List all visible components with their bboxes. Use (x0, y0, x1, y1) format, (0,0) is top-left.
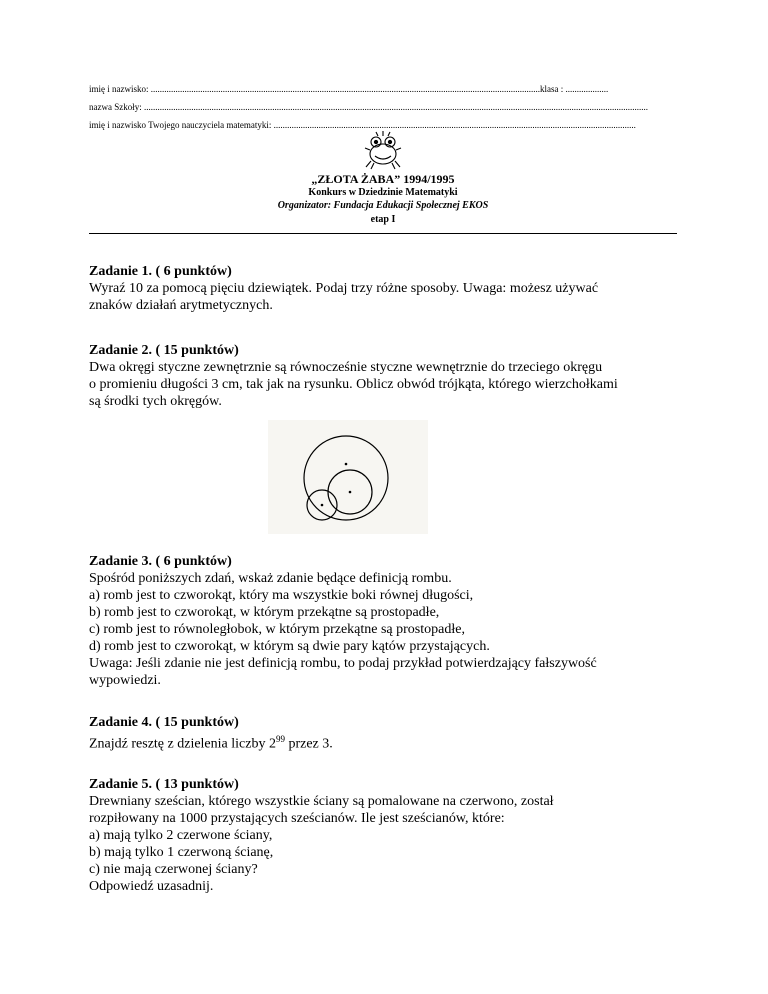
school-name-line: nazwa Szkoły: ................................................................................................................................................................................................................................ (89, 102, 648, 112)
task-2-line-2: o promieniu długości 3 cm, tak jak na rysunku. Oblicz obwód trójkąta, którego wierzchołkami (89, 377, 618, 392)
contest-stage: etap I (370, 214, 396, 225)
task-3-option-a: a) romb jest to czworokąt, który ma wszystkie boki równej długości, (89, 588, 474, 603)
task-2-line-1: Dwa okręgi styczne zewnętrznie są równocześnie styczne wewnętrznie do trzeciego okręgu (89, 360, 603, 375)
tangent-circles-figure (268, 420, 428, 534)
task-3-option-d: d) romb jest to czworokąt, w którym są dwie pary kątów przystających. (89, 639, 490, 654)
header-divider (89, 233, 677, 234)
task-5 (89, 776, 677, 895)
task-1-title: Zadanie 1. ( 6 punktów) (89, 264, 232, 279)
task-5-option-b: b) mają tylko 1 czerwoną ścianę, (89, 845, 274, 860)
contest-organizer: Organizator: Fundacja Edukacji Społecznej EKOS (277, 200, 489, 211)
task-5-line-2: rozpiłowany na 1000 przystających sześcianów. Ile jest sześcianów, które: (89, 811, 505, 826)
task-3-line-1: Spośród poniższych zdań, wskaż zdanie będące definicją rombu. (89, 571, 452, 586)
task-5-line-1: Drewniany sześcian, którego wszystkie ściany są pomalowane na czerwono, został (89, 794, 554, 809)
task-3-note-line-2: wypowiedzi. (89, 673, 161, 688)
task-2-line-3: są środki tych okręgów. (89, 394, 222, 409)
frog-logo-icon (362, 130, 404, 170)
task-4-title: Zadanie 4. ( 15 punktów) (89, 715, 239, 730)
task-3 (89, 553, 677, 689)
task-4-exponent: 99 (275, 734, 285, 744)
task-4 (89, 714, 677, 753)
task-5-title: Zadanie 5. ( 13 punktów) (89, 777, 239, 792)
name-class-line: imię i nazwisko: .............................................................................................................................................................................klasa : ................... (89, 84, 609, 94)
task-4-text (89, 731, 677, 753)
task-2 (89, 342, 677, 410)
task-3-option-c: c) romb jest to równoległobok, w którym przekątne są prostopadłe, (89, 622, 465, 637)
task-2-title: Zadanie 2. ( 15 punktów) (89, 343, 239, 358)
contest-subtitle: Konkurs w Dziedzinie Matematyki (308, 187, 458, 198)
task-5-answer-note: Odpowiedź uzasadnij. (89, 879, 214, 894)
contest-title: „ZŁOTA ŻABA” 1994/1995 (311, 172, 455, 186)
task-3-note-line-1: Uwaga: Jeśli zdanie nie jest definicją rombu, to podaj przykład potwierdzający fałszywość (89, 656, 597, 671)
task-4-text-after: przez 3. (284, 736, 333, 752)
task-4-text-before: Znajdź resztę z dzielenia liczby 2 (89, 736, 276, 752)
task-5-option-a: a) mają tylko 2 czerwone ściany, (89, 828, 273, 843)
task-1 (89, 263, 677, 314)
task-3-option-b: b) romb jest to czworokąt, w którym przekątne są prostopadłe, (89, 605, 440, 620)
task-1-line-2: znaków działań arytmetycznych. (89, 298, 273, 313)
task-3-title: Zadanie 3. ( 6 punktów) (89, 554, 232, 569)
task-1-line-1: Wyraź 10 za pomocą pięciu dziewiątek. Podaj trzy różne sposoby. Uwaga: możesz używać (89, 281, 599, 296)
task-5-option-c: c) nie mają czerwonej ściany? (89, 862, 258, 877)
teacher-name-line: imię i nazwisko Twojego nauczyciela matematyki: ................................................................................................................................................................. (89, 120, 636, 130)
